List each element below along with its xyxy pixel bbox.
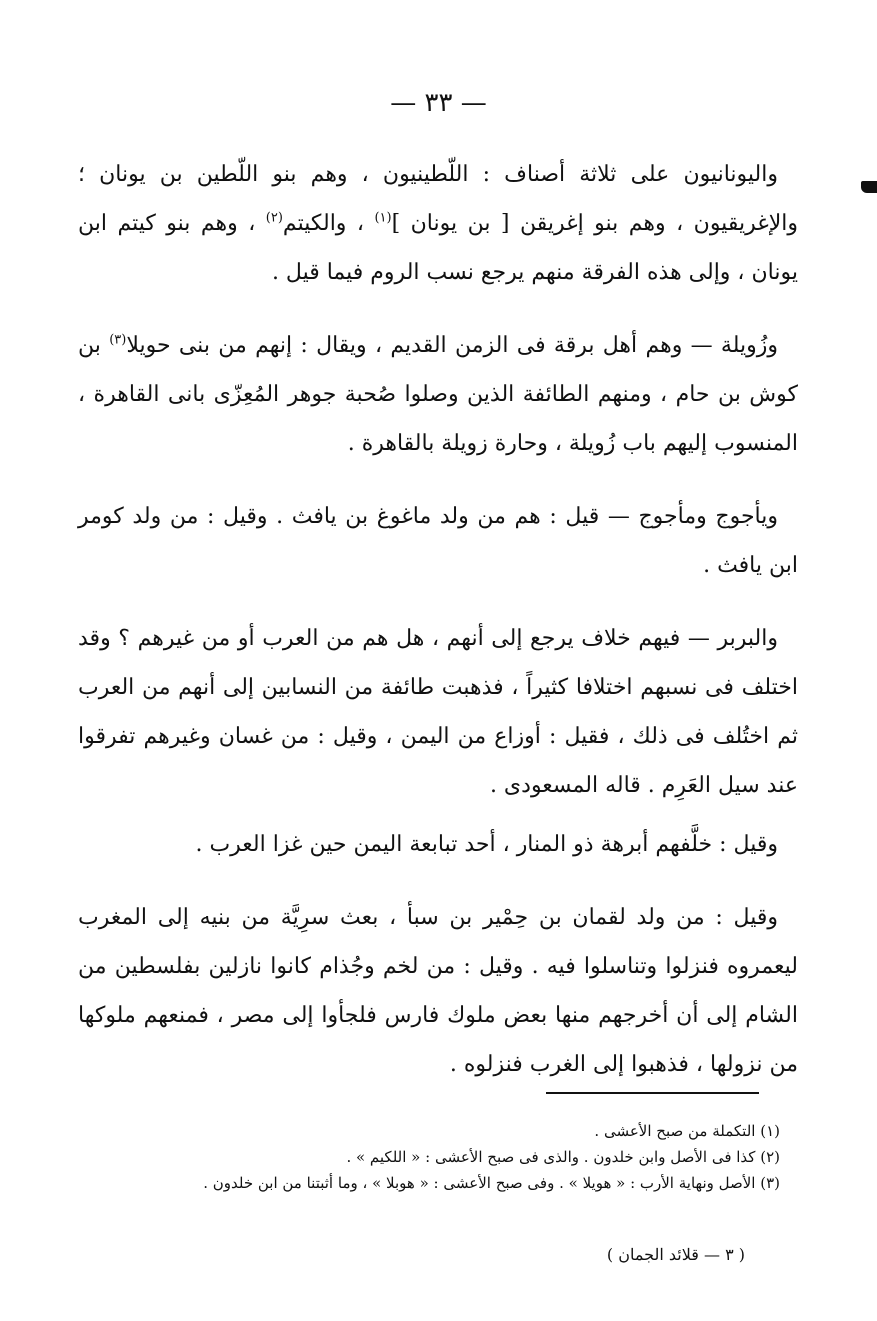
paragraph-zuwayla-text-2: بن كوش بن حام ، ومنهم الطائفة الذين وصلوا صُحبة جوهر المُعِزّى بانى القاهرة ، المنسوب إليهم باب زُويلة ، وحارة زويلة بالقاهرة .	[78, 333, 798, 456]
footnote-ref-1: (١)	[374, 210, 392, 226]
footnotes	[80, 1118, 780, 1196]
margin-ink-mark	[861, 181, 877, 193]
paragraph-zuwayla-text-1: وزُويلة — وهم أهل برقة فى الزمن القديم ، ويقال : إنهم من بنى حويلا	[126, 333, 779, 358]
paragraph-berbers: والبربر — فيهم خلاف يرجع إلى أنهم ، هل هم من العرب أو من غيرهم ؟ وقد اختلف فى نسبهم اختلافا كثيراً ، فذهبت طائفة من النسابين إلى أنهم من العرب ثم اختُلف فى ذلك ، فقيل : أوزاع من اليمن ، وقيل : من غسان وغيرهم تفرقوا عند سيل العَرِم . قاله المسعودى .	[78, 626, 798, 798]
page-number: — ٣٣ —	[390, 88, 487, 118]
paragraph-abraha: وقيل : خلَّفهم أبرهة ذو المنار ، أحد تبابعة اليمن حين غزا العرب .	[195, 832, 778, 857]
paragraph-gog-magog: ويأجوج ومأجوج — قيل : هم من ولد ماغوغ بن يافث . وقيل : من ولد كومر ابن يافث .	[78, 504, 798, 578]
paragraph-greeks-text-3: ، وهم بنو كيتم ابن يونان ، وإلى هذه الفرقة منهم يرجع نسب الروم فيما قيل .	[78, 211, 798, 285]
paragraph-greeks	[78, 150, 798, 297]
footnote-ref-3: (٣)	[109, 332, 127, 348]
footnote-3: (٣) الأصل ونهاية الأرب : « هويلا » . وفى صبح الأعشى : « هوبلا » ، وما أثبتنا من ابن خلدون .	[203, 1174, 780, 1192]
paragraph-greeks-text-1: واليونانيون على ثلاثة أصناف : اللّطينيون ، وهم بنو اللّطين بن يونان ؛ والإغريقيون ، وهم بنو إغريقن [ بن يونان ]	[78, 162, 798, 236]
footnote-2: (٢) كذا فى الأصل وابن خلدون . والذى فى صبح الأعشى : « اللكيم » .	[346, 1148, 780, 1166]
paragraph-zuwayla	[78, 321, 798, 468]
footnote-divider	[546, 1092, 759, 1094]
main-text	[78, 150, 798, 1113]
footnote-1: (١) التكملة من صبح الأعشى .	[594, 1122, 780, 1140]
paragraph-greeks-text-2: ، والكيتم	[282, 211, 375, 236]
footnote-ref-2: (٢)	[265, 210, 283, 226]
paragraph-luqman: وقيل : من ولد لقمان بن حِمْير بن سبأ ، بعث سرِيَّة من بنيه إلى المغرب ليعمروه فنزلوا وتناسلوا فيه . وقيل : من لخم وجُذام كانوا نازلين بفلسطين من الشام إلى أن أخرجهم منها بعض ملوك فارس فلجأوا إلى مصر ، فمنعهم ملوكها من نزولها ، فذهبوا إلى الغرب فنزلوه .	[78, 905, 798, 1077]
book-signature: ( ٣ — قلائد الجمان )	[606, 1245, 745, 1264]
